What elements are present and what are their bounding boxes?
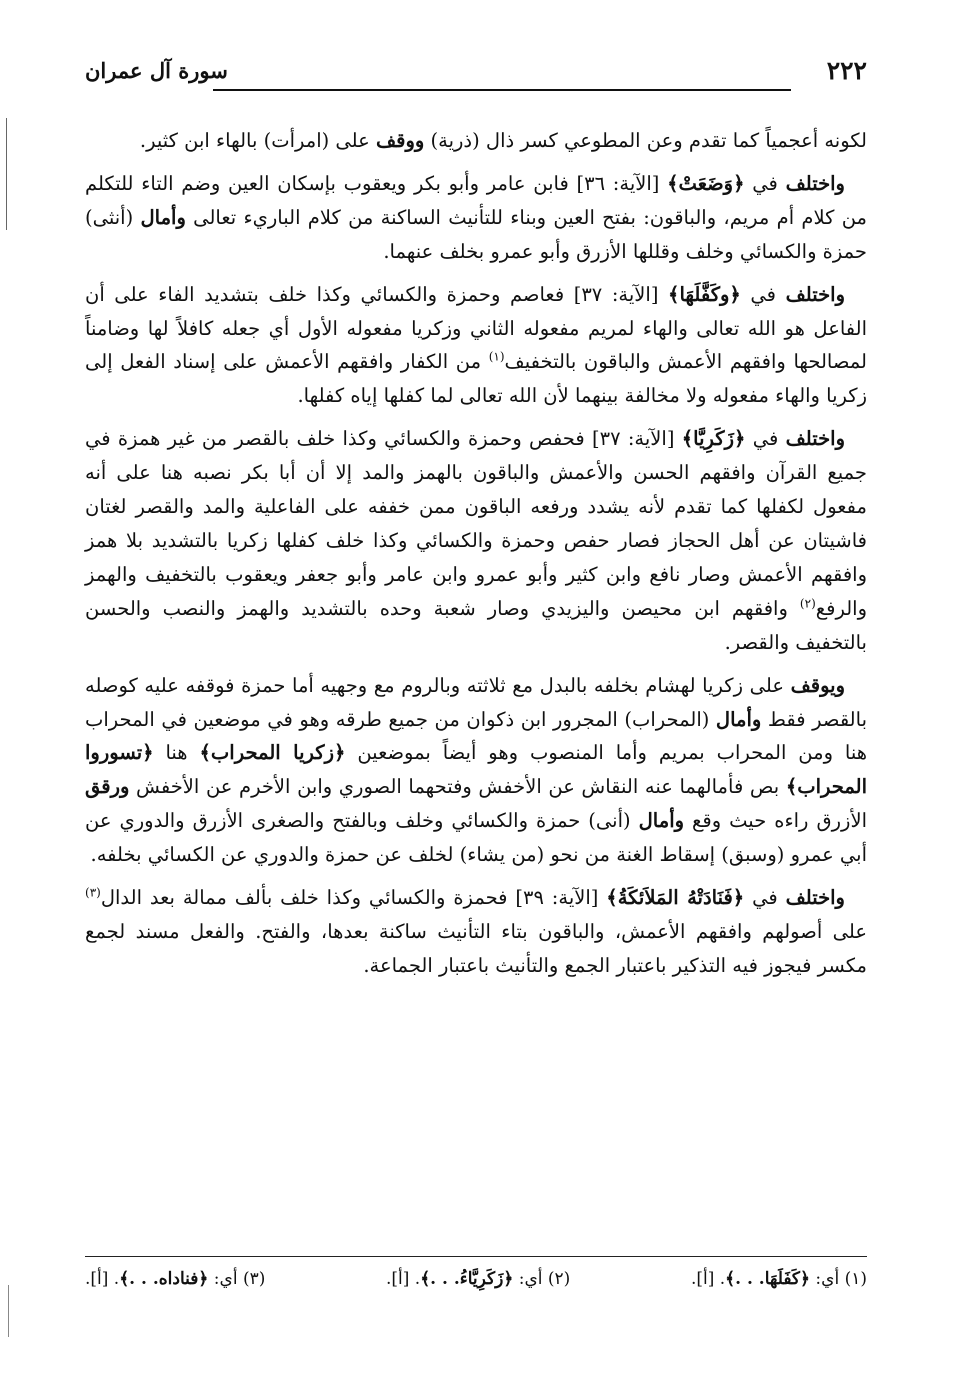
footnote (85, 1266, 265, 1292)
footnote-pre: أي: (208, 1269, 238, 1289)
text-run: في (744, 171, 786, 195)
keyword: وأمال (638, 809, 685, 833)
text-run: [الآية: ٣٧] فحفص وحمزة والكسائي وكذا خلف بالقصر من غير همزة في جميع القرآن وافقهم الحسن والأعمش والباقون بالهمز والمد إلا أن أبا بكر نصبه هنا على أنه مفعول لكفلها كما تقدم لأنه يشدد ورفعه الباقون ممن خففه على الفاعلية والمد والقصر لغتان فاشيتان عن أهل الحجاز فصار حفص وحمزة والكسائي وكذا خلف كفلها زكريا بالتشديد بلا همز وافقهم الأعمش وصار نافع وابن كثير وأبو عمرو وابن عامر وأبو جعفر ويعقوب بالتخفيف والهمز والرفع (85, 427, 867, 620)
paragraph (85, 124, 867, 158)
footnote-verse: ﴿فناداه. . .﴾ (119, 1269, 209, 1289)
paragraph (85, 278, 867, 414)
footnote-post: . [أ]. (386, 1269, 421, 1289)
footnote-ref: (١) (488, 349, 505, 364)
surah-name: سورة آل عمران (85, 58, 228, 83)
paragraph (85, 422, 867, 659)
paragraph (85, 167, 867, 269)
paragraph (85, 881, 867, 983)
binding-edge-mark (6, 118, 7, 230)
keyword: واختلف (785, 886, 845, 910)
footnote-verse: ﴿كَفَلَهَا. . .﴾ (725, 1269, 810, 1289)
keyword: وأمال (140, 205, 186, 229)
main-text (85, 124, 867, 992)
quranic-word: ﴿وكَفَّلَهَا﴾ (668, 282, 741, 306)
text-run: (المحراب) المجرور ابن ذكوان من جميع طرقه وهو في موضعين في المحراب هنا ومن المحراب بمريم وأما المنصوب وهو أيضاً بموضعين (85, 707, 867, 765)
footnote-num: (٣) (237, 1269, 266, 1289)
footnote (691, 1266, 867, 1292)
keyword: ووقف (375, 129, 425, 152)
text-run: بص فأمالهما عنه النقاش عن الأخفش وفتحهما الصوري وابن الأخرم عن الأخفش (129, 775, 786, 799)
header-rule (213, 89, 791, 91)
footnote-rule (85, 1256, 867, 1257)
footnote-pre: أي: (810, 1269, 840, 1289)
text-run: على (امرأت) بالهاء ابن كثير. (139, 129, 376, 152)
text-run: الأزرق راءه حيث وقع (684, 809, 867, 833)
keyword: واختلف (785, 427, 845, 451)
page-number: ٢٢٢ (826, 56, 867, 85)
footnote (386, 1266, 570, 1292)
keyword: ورقق (85, 775, 130, 799)
text-run: في (740, 282, 786, 306)
footnote-post: . [أ]. (690, 1269, 726, 1289)
text-run: (أنثى) حمزة والكسائي وخلف وقللها الأزرق وأبو عمرو بخلف عنهما. (85, 205, 867, 263)
footnote-pre: أي: (513, 1269, 543, 1289)
footnote-num: (٢) (542, 1269, 571, 1289)
quranic-word: ﴿زكريا المحراب﴾ (199, 741, 346, 765)
text-run: هنا (153, 741, 200, 765)
footnote-post: . [أ]. (85, 1269, 120, 1289)
quranic-word: ﴿تسوروا المحراب﴾ (85, 741, 867, 799)
footnote-num: (١) (839, 1269, 867, 1289)
text-run: من الكفار وافقهم الأعمش على إسناد الفعل إلى زكريا والهاء مفعوله ولا مخالفة بينهما لأن الله تعالى لما كفلها إياه كفلها. (85, 350, 867, 408)
paragraph (85, 669, 867, 872)
footnote-ref: (٣) (85, 885, 101, 900)
keyword: وأمال (715, 707, 762, 731)
text-run: [الآية: ٣٧] فعاصم وحمزة والكسائي وكذا خلف بتشديد الفاء على أن الفاعل هو الله تعالى والهاء لمريم مفعوله الثاني وزكريا مفعوله الأول أي جعله كافلاً لها وضامناً لمصالحها وافقهم الأعمش والباقون بالتخفيف (85, 282, 867, 374)
keyword: واختلف (785, 171, 845, 195)
text-run: [الآية: ٣٦] فابن عامر وأبو بكر ويعقوب بإسكان العين وضم التاء للتكلم من كلام أم مريم، والباقون: بفتح العين وبناء للتأنيث الساكنة من كلام الباريء تعالى (85, 171, 867, 229)
footnotes (85, 1266, 867, 1292)
keyword: ويوقف (790, 673, 845, 697)
footnote-verse: ﴿زَكَرِيَّاءُ. . .﴾ (420, 1269, 514, 1289)
quranic-word: ﴿فَنَادَتْهُ المَلاَئكَةُ﴾ (606, 886, 745, 910)
text-run: (أنى) حمزة والكسائي وخلف وبالفتح والصغرى الأزرق والدوري عن أبي عمرو (وسبق) إسقاط الغنة من نحو (من يشاء) لخلف عن حمزة والدوري عن الكسائي بخلفه. (85, 809, 867, 867)
keyword: واختلف (785, 282, 845, 306)
text-run: على زكريا لهشام بخلفه بالبدل مع ثلاثته وبالروم مع وجهيه أما حمزة فوقفه عليه كوصله بالقصر فقط (85, 673, 867, 731)
text-run: [الآية: ٣٩] فحمزة والكسائي وكذا خلف بألف ممالة بعد الدال (100, 886, 607, 910)
quranic-word: ﴿وَضَعَتْ﴾ (667, 171, 745, 195)
quranic-word: ﴿زَكَرِيَّا﴾ (681, 427, 746, 451)
text-run: لكونه أعجمياً كما تقدم وعن المطوعي كسر ذال (ذرية) (424, 129, 867, 152)
text-run: على أصولهم وافقهم الأعمش، والباقون بتاء التأنيث ساكنة بعدها، والفتح. والفعل مسند لجمع مكسر فيجوز فيه التذكير باعتبار الجمع والتأنيث باعتبار الجماعة. (85, 919, 867, 977)
text-run: في (744, 886, 786, 910)
running-header (85, 56, 867, 100)
footnote-ref: (٢) (799, 596, 816, 611)
binding-edge-mark (8, 1285, 9, 1337)
text-run: وافقهم ابن محيصن واليزيدي وصار شعبة وحده بالتشديد والهمز والنصب والحسن بالتخفيف والقصر. (85, 596, 867, 654)
text-run: في (745, 427, 786, 451)
